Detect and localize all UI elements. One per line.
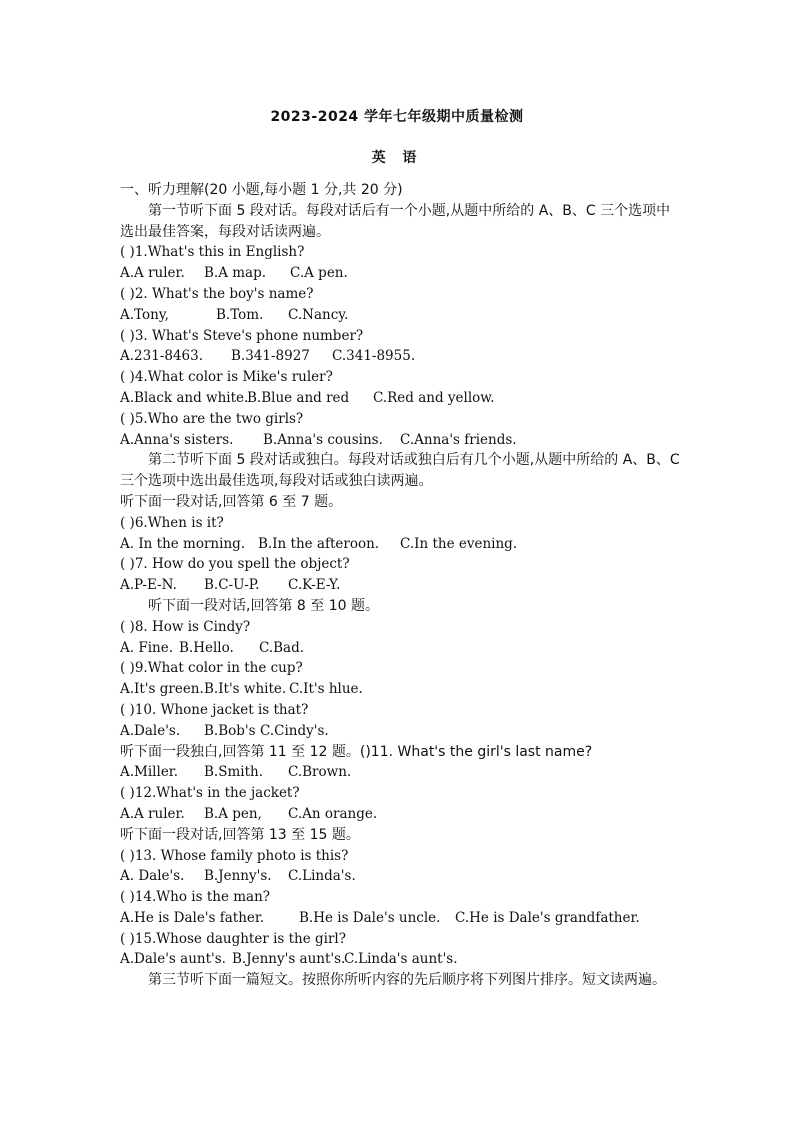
question-line: ( )3. What's Steve's phone number? (120, 327, 364, 344)
question-line: ( )15.Whose daughter is the girl? (120, 930, 346, 947)
question-line: ( )1.What's this in English? (120, 244, 305, 261)
answer-options (120, 305, 680, 326)
subject-title: 英 语 (371, 150, 423, 166)
answer-option: C.Anna's friends. (400, 431, 517, 448)
answer-option: A.Tony, (120, 306, 169, 323)
answer-option: B.Hello. (179, 639, 234, 656)
answer-option: A.Anna's sisters. (120, 431, 234, 448)
answer-option: C.A pen. (290, 265, 348, 282)
answer-option: C.341-8955. (332, 348, 416, 365)
answer-option: A. In the morning. (120, 535, 246, 552)
answer-option: A.It's green. (120, 681, 204, 698)
answer-options (120, 430, 680, 451)
answer-option: B.341-8927 (231, 348, 310, 365)
answer-option: A.A ruler. (120, 265, 185, 282)
answer-option: A.A ruler. (120, 805, 185, 822)
question-line: ( )7. How do you spell the object? (120, 556, 350, 573)
answer-option: B.Jenny's aunt's. (232, 951, 346, 968)
answer-option: B.Bob's (204, 722, 256, 739)
instruction-line: 听下面一段对话,回答第 6 至 7 题。 (120, 493, 343, 510)
answer-options (120, 908, 680, 929)
answer-option: C.Linda's. (288, 868, 356, 885)
answer-option: A.Dale's aunt's. (120, 951, 226, 968)
instruction-line: 听下面一段独白,回答第 11 至 12 题。()11. What's the girl's last name? (120, 743, 593, 760)
answer-options (120, 534, 680, 555)
answer-option: C.In the evening. (400, 535, 518, 552)
question-line: ( )10. Whone jacket is that? (120, 701, 309, 718)
answer-option: B.Blue and red (247, 389, 350, 406)
answer-option: C.An orange. (288, 805, 378, 822)
answer-option: A.231-8463. (120, 348, 204, 365)
answer-option: B.He is Dale's uncle. (299, 909, 441, 926)
question-line: ( )6.When is it? (120, 514, 224, 531)
question-line: ( )12.What's in the jacket? (120, 785, 300, 802)
exam-title: 2023-2024 学年七年级期中质量检测 (270, 109, 524, 125)
answer-option: A.He is Dale's father. (120, 909, 265, 926)
answer-options (120, 575, 680, 596)
question-line: ( )4.What color is Mike's ruler? (120, 369, 333, 386)
answer-option: C.Nancy. (288, 306, 349, 323)
answer-options (120, 638, 680, 659)
question-line: ( )13. Whose family photo is this? (120, 847, 349, 864)
answer-option: A. Fine. (120, 639, 173, 656)
answer-option: B.A map. (204, 265, 267, 282)
answer-option: C.Brown. (288, 764, 352, 781)
answer-option: B.A pen, (204, 805, 262, 822)
question-line: ( )2. What's the boy's name? (120, 285, 314, 302)
answer-option: B.Jenny's. (204, 868, 272, 885)
answer-option: A. Dale's. (120, 868, 185, 885)
answer-options (120, 263, 680, 284)
instruction-line: 听下面一段对话,回答第 8 至 10 题。 (148, 597, 379, 614)
answer-option: C.It's hlue. (289, 681, 363, 698)
answer-options (120, 388, 680, 409)
answer-option: B.Tom. (216, 306, 264, 323)
answer-option: B.C-U-P. (204, 577, 260, 594)
answer-option: C.He is Dale's grandfather. (455, 909, 640, 926)
question-line: ( )14.Who is the man? (120, 889, 271, 906)
answer-options (120, 679, 680, 700)
instruction-line: 一、听力理解(20 小题,每小题 1 分,共 20 分) (120, 182, 403, 198)
answer-option: C.Bad. (259, 639, 305, 656)
instruction-line: 第三节听下面一篇短文。按照你所听内容的先后顺序将下列图片排序。短文读两遍。 (148, 972, 666, 989)
answer-options (120, 804, 680, 825)
answer-option: B.In the afteroon. (258, 535, 380, 552)
answer-options (120, 866, 680, 887)
answer-options (120, 721, 680, 742)
answer-option: A.Dale's. (120, 722, 181, 739)
answer-options (120, 346, 680, 367)
instruction-line: 第一节听下面 5 段对话。每段对话后有一个小题,从题中所给的 A、B、C 三个选项中选出最佳答案，每段对话读两遍。 (120, 202, 671, 240)
answer-options (120, 949, 680, 970)
question-line: ( )8. How is Cindy? (120, 618, 251, 635)
answer-option: B.Smith. (204, 764, 263, 781)
answer-option: A.Miller. (120, 764, 179, 781)
exam-body (120, 180, 680, 991)
instruction-line: 听下面一段对话,回答第 13 至 15 题。 (120, 826, 360, 843)
answer-option: B.It's white. (204, 681, 287, 698)
question-line: ( )5.Who are the two girls? (120, 410, 304, 427)
answer-option: C.Cindy's. (260, 722, 329, 739)
question-line: ( )9.What color in the cup? (120, 660, 303, 677)
answer-option: B.Anna's cousins. (263, 431, 383, 448)
answer-option: C.Red and yellow. (373, 389, 495, 406)
instruction-line: 第二节听下面 5 段对话或独白。每段对话或独白后有几个小题,从题中所给的 A、B、C 三个选项中选出最佳选项,每段对话或独白读两遍。 (120, 452, 680, 490)
answer-option: C.K-E-Y. (288, 577, 341, 594)
answer-option: A.Black and white. (120, 389, 249, 406)
answer-option: C.Linda's aunt's. (344, 951, 458, 968)
answer-options (120, 762, 680, 783)
answer-option: A.P-E-N. (120, 577, 177, 594)
